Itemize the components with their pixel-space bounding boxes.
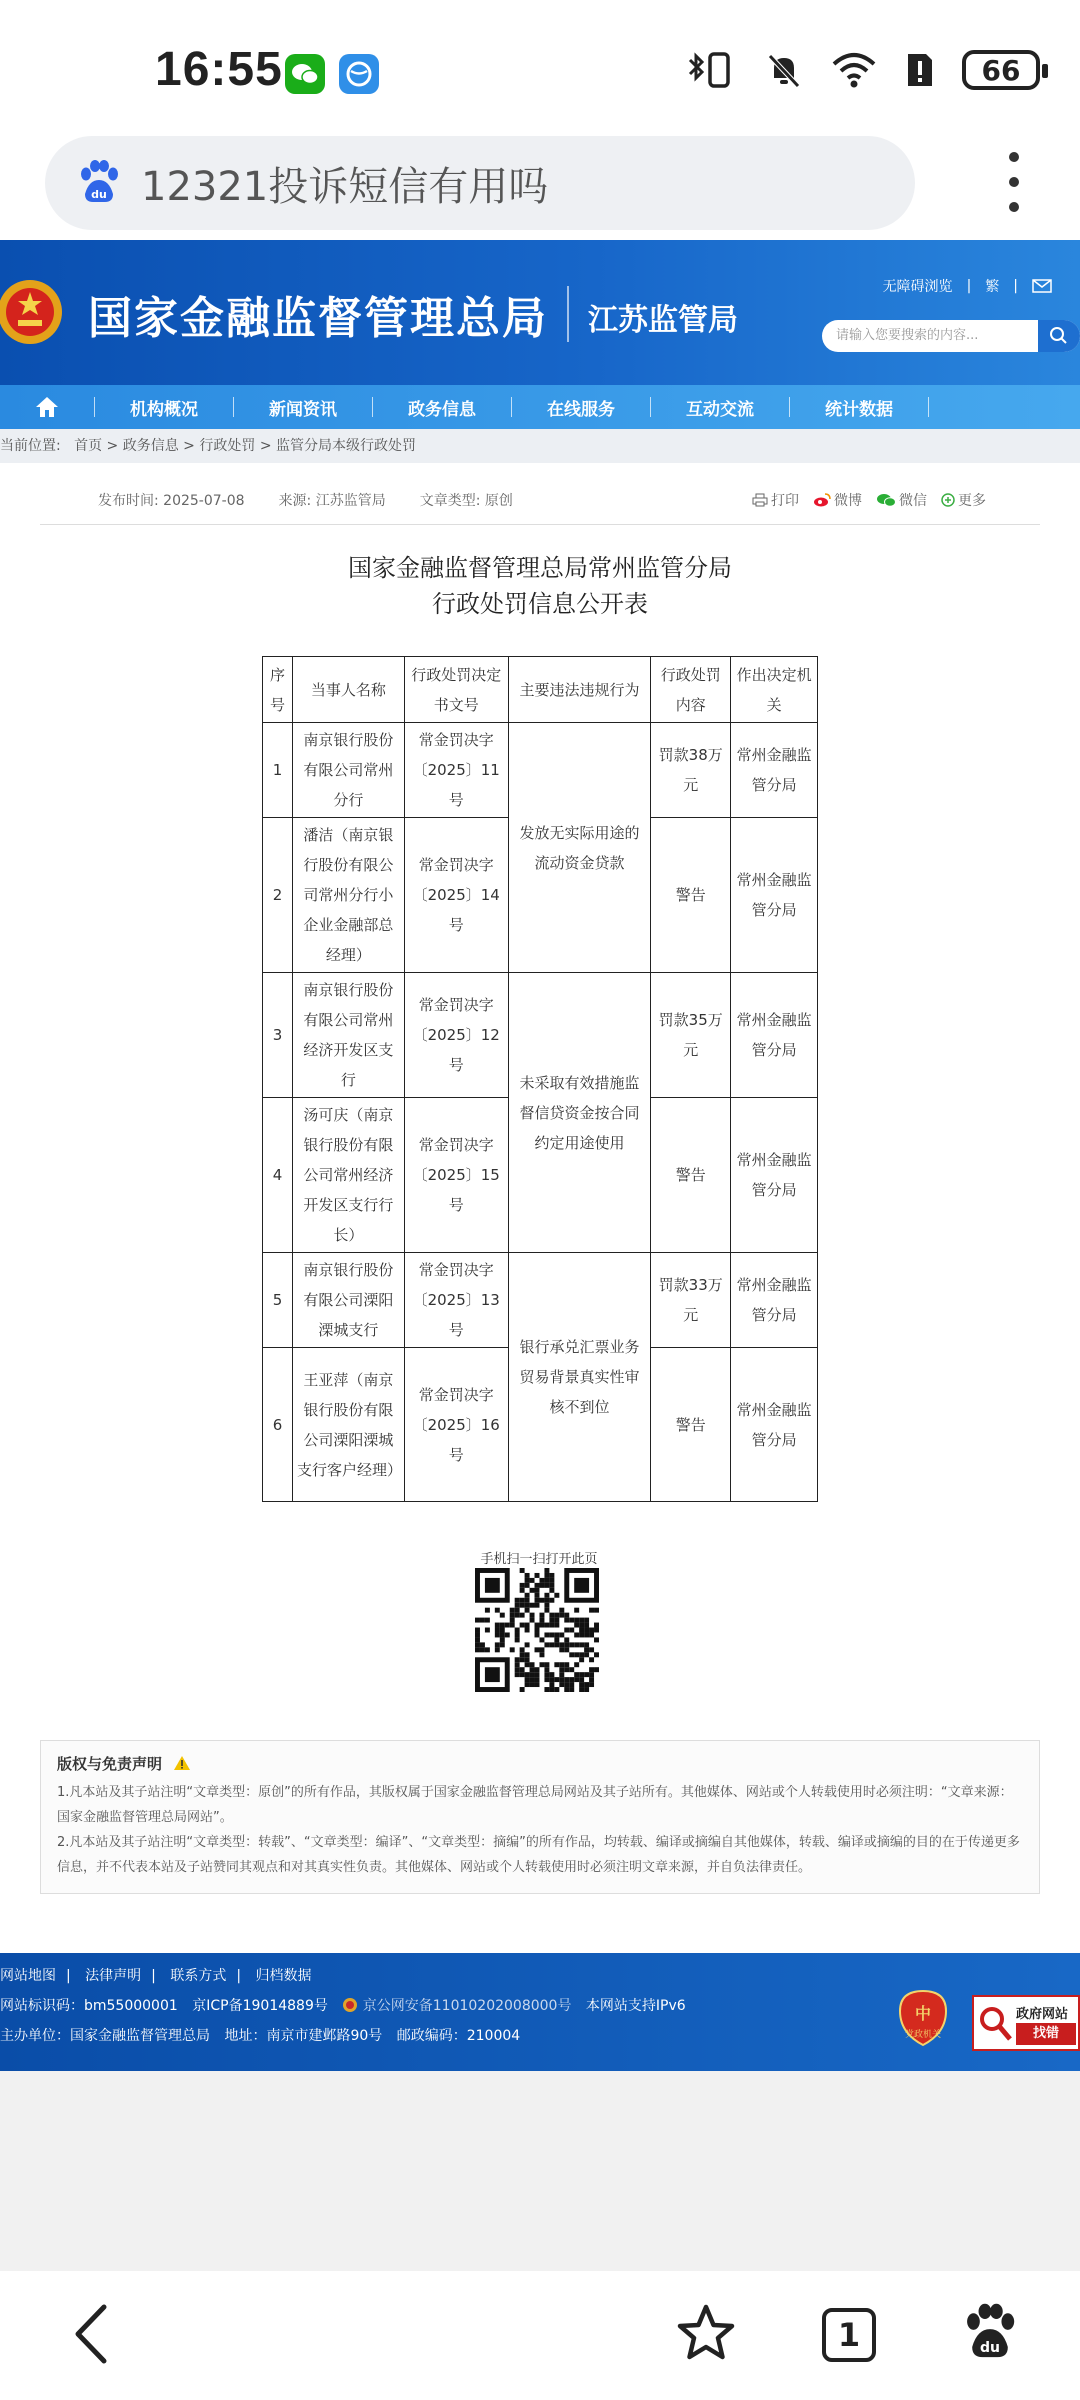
table-row: 4 汤可庆（南京银行股份有限公司常州经济开发区支行行长） 常金罚决字〔2025〕15号 警告 常州金融监管分局 — [263, 1098, 818, 1253]
disclaimer-box — [40, 1740, 1040, 1894]
main-nav — [0, 385, 1080, 429]
footer-link-archive[interactable]: 归档数据 — [255, 1968, 312, 1984]
meta-divider — [40, 524, 1040, 525]
table-row: 2 潘洁（南京银行股份有限公司常州分行小企业金融部总经理） 常金罚决字〔2025〕14号 警告 常州金融监管分局 — [263, 818, 818, 973]
violation-cell: 未采取有效措施监督信贷资金按合同约定用途使用 — [508, 973, 651, 1253]
site-search-button[interactable] — [1038, 320, 1080, 352]
top-links: 无障碍浏览 | 繁 | — [883, 276, 1052, 296]
accessibility-link[interactable]: 无障碍浏览 — [882, 279, 953, 295]
plus-circle-icon — [941, 493, 955, 507]
site-search-input[interactable]: 请输入您要搜索的内容... — [822, 320, 1080, 352]
footer-host — [0, 2025, 530, 2045]
article-title-line1: 国家金融监督管理总局常州监管分局 — [348, 554, 732, 582]
violation-cell: 发放无实际用途的流动资金贷款 — [508, 723, 651, 973]
find-error-label: 找错 — [1016, 2023, 1076, 2045]
breadcrumb-label: 当前位置: — [0, 438, 61, 454]
header-no: 序号 — [263, 657, 293, 723]
baidu-home-icon[interactable] — [962, 2303, 1018, 2363]
article-meta — [98, 490, 513, 510]
site-header — [0, 240, 1080, 385]
disclaimer-title: 版权与免责声明 — [57, 1753, 1023, 1774]
nav-item-online-service[interactable]: 在线服务 — [547, 399, 615, 420]
header-party: 当事人名称 — [292, 657, 404, 723]
header-penalty: 行政处罚内容 — [651, 657, 731, 723]
nav-item-org[interactable]: 机构概况 — [130, 399, 198, 420]
status-icons — [684, 50, 1040, 90]
clock: 16:55 — [155, 43, 283, 96]
table-row: 1 南京银行股份有限公司常州分行 常金罚决字〔2025〕11号 发放无实际用途的流动资金贷款 罚款38万元 常州金融监管分局 — [263, 723, 818, 818]
host-address: 地址：南京市建邺路90号 — [224, 2028, 383, 2044]
brand-divider — [567, 286, 569, 342]
footer-registration — [0, 1995, 696, 2015]
back-arrow-icon[interactable] — [62, 2299, 122, 2369]
party-gov-badge[interactable] — [898, 1989, 948, 2047]
weibo-icon — [813, 493, 831, 507]
battery-indicator: 66 — [962, 50, 1040, 90]
magnifier-icon — [978, 2003, 1014, 2043]
qr-code — [475, 1568, 599, 1692]
table-row: 6 王亚萍（南京银行股份有限公司溧阳溧城支行客户经理） 常金罚决字〔2025〕16号 警告 常州金融监管分局 — [263, 1348, 818, 1502]
breadcrumb-current[interactable]: 监管分局本级行政处罚 — [276, 438, 416, 454]
header-violation: 主要违法违规行为 — [508, 657, 651, 723]
wechat-share-icon — [876, 493, 896, 507]
breadcrumb-gov-info[interactable]: 政务信息 — [122, 438, 179, 454]
status-bar — [0, 0, 1080, 130]
site-footer — [0, 1953, 1080, 2071]
disclaimer-p1: 1.凡本站及其子站注明“文章类型：原创”的所有作品，其版权属于国家金融监督管理总局网站及其子站所有。其他媒体、网站或个人转载使用时必须注明：“文章来源：国家金融监督管理总局网站”。 — [57, 1785, 1013, 1825]
sim-alert-icon — [904, 50, 936, 90]
svg-text:du: du — [980, 2340, 1000, 2357]
home-icon — [34, 395, 60, 419]
mail-icon[interactable] — [1032, 279, 1052, 293]
more-share-button[interactable]: 更多 — [941, 490, 986, 510]
traditional-chinese-link[interactable]: 繁 — [985, 279, 1000, 295]
browser-bottom-bar — [0, 2271, 1080, 2400]
wechat-icon — [285, 54, 325, 94]
gov-site-label: 政府网站 — [1016, 2007, 1069, 2022]
table-row: 5 南京银行股份有限公司溧阳溧城支行 常金罚决字〔2025〕13号 银行承兑汇票业务贸易背景真实性审核不到位 罚款33万元 常州金融监管分局 — [263, 1253, 818, 1348]
disclaimer-p2: 2.凡本站及其子站注明“文章类型：转载”、“文章类型：编译”、“文章类型：摘编”的所有作品，均转载、编译或摘编自其他媒体，转载、编译或摘编的目的在于传递更多信息，并不代表本站及子站赞同其观点和对其真实性负责。其他媒体、网站或个人转载使用时必须注明文章来源，并自负法律责任。 — [57, 1835, 1020, 1875]
article-title-line2: 行政处罚信息公开表 — [432, 590, 648, 618]
nav-item-gov-info[interactable]: 政务信息 — [408, 399, 476, 420]
penalty-table — [262, 656, 818, 1502]
footer-link-sitemap[interactable]: 网站地图 — [0, 1968, 56, 1984]
ipv6-note: 本网站支持IPv6 — [585, 1998, 686, 2014]
header-org: 作出决定机关 — [731, 657, 818, 723]
breadcrumb-home[interactable]: 首页 — [74, 438, 103, 454]
browser-menu-button[interactable] — [1008, 152, 1020, 212]
party-gov-badge-label: 党政机关 — [904, 2030, 941, 2040]
printer-icon — [752, 493, 768, 507]
article-source: 来源: 江苏监管局 — [278, 493, 386, 509]
wifi-icon — [830, 50, 878, 90]
search-icon — [1038, 320, 1080, 352]
qr-label: 手机扫一扫打开此页 — [480, 1552, 598, 1567]
weibo-share-button[interactable]: 微博 — [813, 490, 862, 510]
nav-home[interactable] — [0, 395, 94, 419]
article-type: 文章类型: 原创 — [419, 493, 513, 509]
warning-icon — [173, 1755, 191, 1771]
header-doc: 行政处罚决定书文号 — [404, 657, 508, 723]
search-query-text: 12321投诉短信有用吗 — [141, 163, 549, 210]
host-unit: 主办单位：国家金融监督管理总局 — [0, 2028, 210, 2044]
icp-number[interactable]: 京ICP备19014889号 — [192, 1998, 328, 2014]
host-postcode: 邮政编码：210004 — [396, 2028, 521, 2044]
article-title — [0, 550, 1080, 622]
site-id: 网站标识码：bm55000001 — [0, 1998, 178, 2014]
gov-site-error-badge[interactable] — [972, 1995, 1080, 2051]
nav-item-statistics[interactable]: 统计数据 — [825, 399, 893, 420]
baidu-paw-icon — [77, 160, 121, 206]
star-bookmark-icon[interactable] — [674, 2301, 738, 2365]
police-badge-icon — [342, 1997, 358, 2013]
site-sub-brand[interactable]: 江苏监管局 — [588, 303, 738, 338]
mute-bell-icon — [764, 50, 804, 90]
tabs-button[interactable]: 1 — [822, 2308, 876, 2362]
table-row: 3 南京银行股份有限公司常州经济开发区支行 常金罚决字〔2025〕12号 未采取有效措施监督信贷资金按合同约定用途使用 罚款35万元 常州金融监管分局 — [263, 973, 818, 1098]
footer-link-contact[interactable]: 联系方式 — [170, 1968, 227, 1984]
print-button[interactable]: 打印 — [752, 490, 799, 510]
svg-text:du: du — [91, 188, 107, 201]
national-emblem-icon — [0, 274, 70, 350]
publish-date: 发布时间: 2025-07-08 — [98, 493, 245, 509]
police-record[interactable]: 京公网安备11010202008000号 — [362, 1998, 572, 2014]
address-bar[interactable] — [45, 136, 915, 230]
nav-item-interaction[interactable]: 互动交流 — [686, 399, 754, 420]
share-toolbar — [752, 490, 986, 510]
bluetooth-vibrate-icon — [684, 50, 738, 90]
breadcrumb: 当前位置: 首页 > 政务信息 > 行政处罚 > 监管分局本级行政处罚 — [0, 429, 1080, 463]
svg-text:中: 中 — [914, 2004, 932, 2023]
nav-item-news[interactable]: 新闻资讯 — [269, 399, 337, 420]
breadcrumb-penalty[interactable]: 行政处罚 — [199, 438, 256, 454]
browser-app-icon — [339, 54, 379, 94]
table-header-row — [263, 657, 818, 723]
footer-links: 网站地图 | 法律声明 | 联系方式 | 归档数据 — [0, 1968, 312, 1984]
site-brand[interactable]: 国家金融监督管理总局 — [88, 293, 548, 344]
footer-link-legal[interactable]: 法律声明 — [85, 1968, 142, 1984]
violation-cell: 银行承兑汇票业务贸易背景真实性审核不到位 — [508, 1253, 651, 1502]
page-blank-area — [0, 2071, 1080, 2271]
wechat-share-button[interactable]: 微信 — [876, 490, 927, 510]
